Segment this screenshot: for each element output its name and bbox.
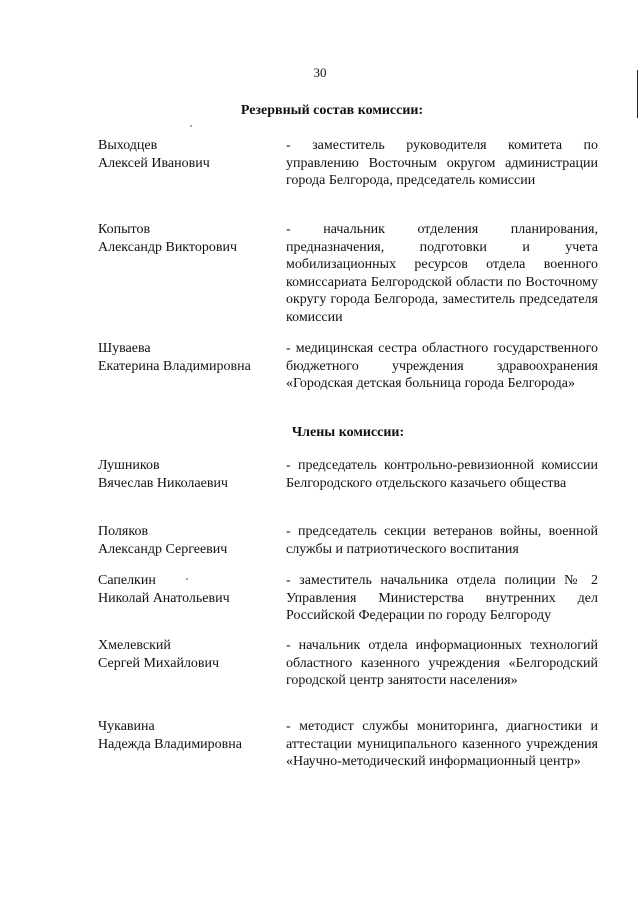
members-section-title: Члены комиссии: (291, 425, 405, 440)
person-name (98, 137, 278, 172)
person-role: - медицинская сестра областного государственного бюджетного учреждения здравоохранения «Городская детская больница города Белгорода» (286, 341, 598, 392)
person-given-names: Николай Анатольевич (98, 590, 230, 606)
person-surname: Выходцев (98, 138, 158, 153)
person-role: - начальник отдела информационных технологий областного казенного учреждения «Белгородский городской центр занятости населения» (286, 638, 598, 689)
scan-edge-mark (637, 100, 638, 118)
person-name (98, 637, 278, 672)
person-name (98, 572, 278, 607)
scan-speck (186, 578, 188, 580)
scan-speck (190, 125, 192, 127)
person-role: - начальник отделения планирования, предназначения, подготовки и учета мобилизационных ресурсов отдела военного комиссариата Белгородской области по Восточному округу города Белгорода, заместитель председателя комиссии (286, 222, 598, 325)
person-name (98, 221, 278, 256)
person-role: - председатель контрольно-ревизионной комиссии Белгородского отдельского казачьего общества (286, 458, 598, 491)
person-surname: Чукавина (98, 719, 155, 734)
person-name (98, 340, 278, 375)
person-role: - председатель секции ветеранов войны, военной службы и патриотического воспитания (286, 524, 598, 557)
person-given-names: Александр Викторович (98, 239, 238, 255)
person-surname: Лушников (98, 458, 160, 473)
person-given-names: Александр Сергеевич (98, 541, 228, 557)
person-given-names: Екатерина Владимировна (98, 358, 251, 374)
person-name (98, 457, 278, 492)
person-surname: Поляков (98, 524, 149, 539)
reserve-section-title: Резервный состав комиссии: (240, 103, 424, 118)
person-role: - методист службы мониторинга, диагностики и аттестации муниципального казенного учреждения «Научно-методический информационный центр» (286, 719, 598, 770)
person-surname: Шуваева (98, 341, 151, 356)
person-surname: Сапелкин (98, 573, 156, 588)
person-role: - заместитель руководителя комитета по управлению Восточным округом администрации города Белгорода, председатель комиссии (286, 138, 598, 189)
person-given-names: Сергей Михайлович (98, 655, 220, 671)
scan-edge-mark (637, 70, 638, 100)
person-role: - заместитель начальника отдела полиции № 2 Управления Министерства внутренних дел Российской Федерации по городу Белгороду (286, 573, 598, 624)
person-given-names: Вячеслав Николаевич (98, 475, 228, 491)
person-name (98, 523, 278, 558)
page-number: 30 (313, 65, 327, 80)
person-name (98, 718, 278, 753)
person-given-names: Надежда Владимировна (98, 736, 242, 752)
person-surname: Хмелевский (98, 638, 171, 653)
person-surname: Копытов (98, 222, 151, 237)
person-given-names: Алексей Иванович (98, 155, 210, 171)
